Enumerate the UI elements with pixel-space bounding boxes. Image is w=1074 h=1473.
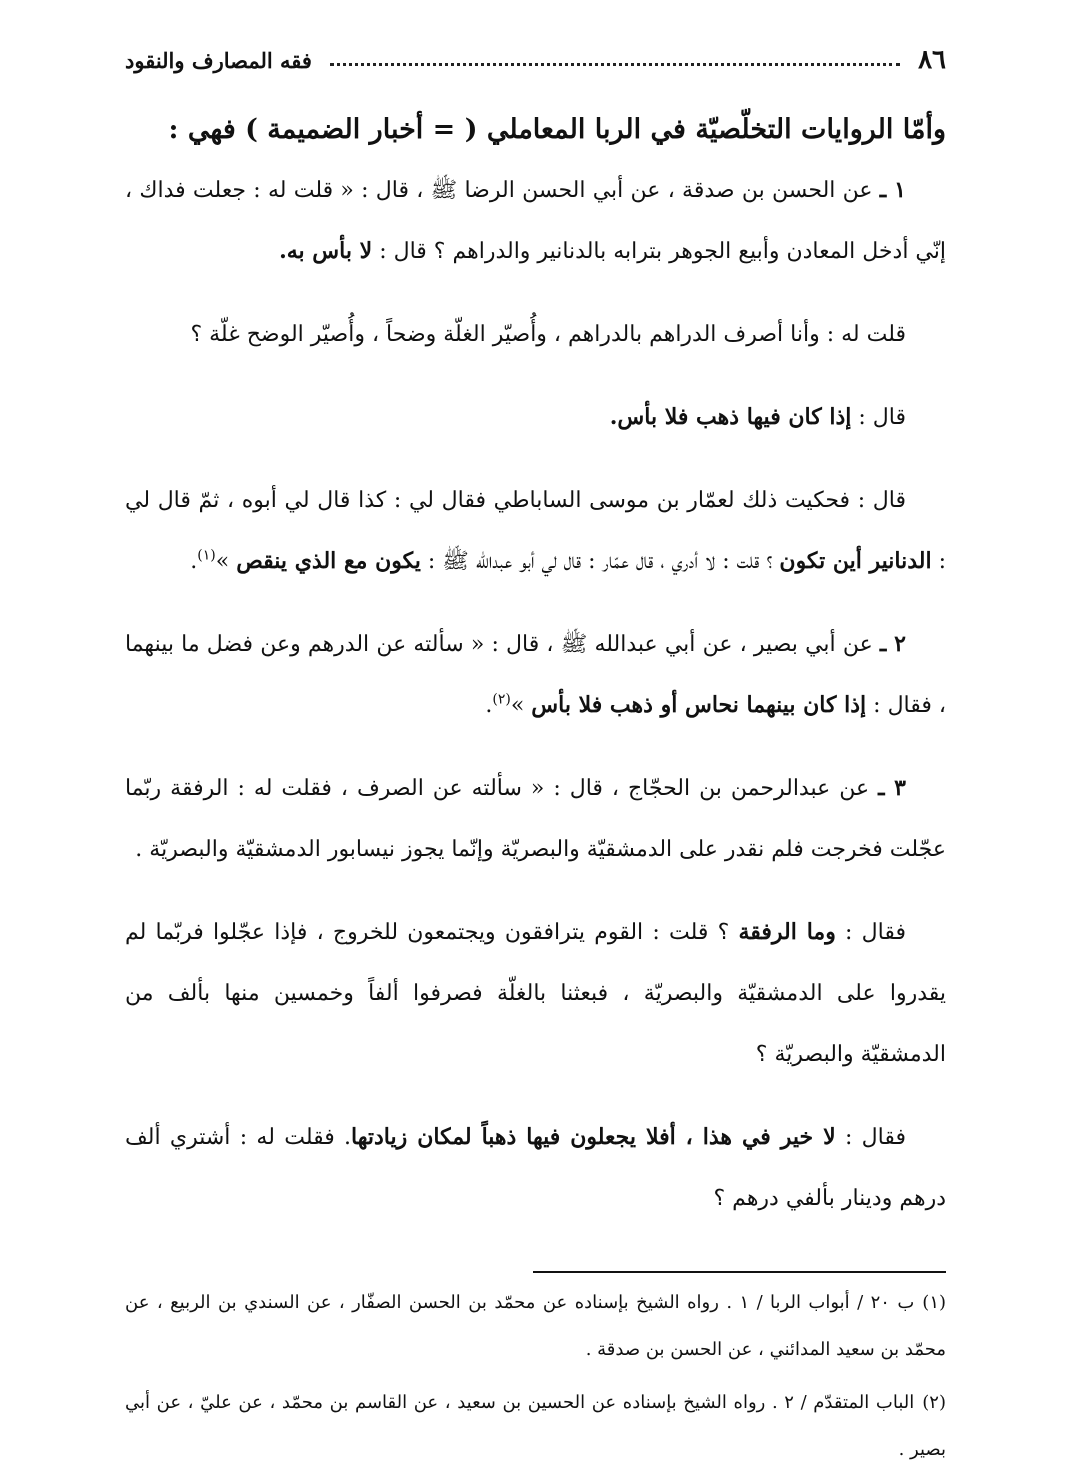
footnote-marker: (١) xyxy=(922,1292,947,1313)
footnote-ref: (١) xyxy=(197,547,216,564)
bold-quote: وما الرفقة xyxy=(738,919,836,945)
punctuation: . xyxy=(485,693,493,718)
paragraph-text: عن أبي بصير ، عن أبي عبدالله ﷺ ، قال : « سألته عن الدرهم وعن فضل ما بينهما ، فقال : xyxy=(125,632,946,718)
header-leader-dots xyxy=(330,55,900,66)
footnote-2 xyxy=(125,1379,946,1473)
closing-quote: » xyxy=(215,549,237,574)
footnote-marker: (٢) xyxy=(922,1392,946,1413)
bold-quote: لا خير في هذا ، أفلا يجعلون فيها ذهباً لمكان زيادتها xyxy=(351,1124,836,1150)
narration-number: ٣ ـ xyxy=(878,775,906,801)
running-header xyxy=(125,38,946,82)
paragraph-text: عن عبدالرحمن بن الحجّاج ، قال : « سألته عن الصرف ، فقلت له : الرفقة ربّما عجّلت فخرجت فلم نقدر على الدمشقيّة والبصريّة وإنّما يجوز نيسابور الدمشقيّة والبصريّة . xyxy=(125,776,946,862)
paragraph-narration-1 xyxy=(125,160,946,282)
punctuation: . xyxy=(609,404,618,430)
paragraph-text: . فقلت له : أشتري ألف درهم ودينار بألفي درهم ؟ xyxy=(125,1125,946,1211)
bold-quote: الدنانير أين تكون xyxy=(779,548,932,574)
page-number: ٨٦ xyxy=(918,45,946,75)
bold-quote: إذا كان بينهما نحاس أو ذهب فلا بأس xyxy=(531,692,867,718)
paragraph-question: قلت له : وأنا أصرف الدراهم بالدراهم ، وأُصيّر الغلّة وضحاً ، وأُصيّر الوضح غلّة ؟ xyxy=(190,322,906,347)
paragraph-lead: فقال : xyxy=(835,1125,906,1150)
section-heading: وأمّا الروايات التخلّصيّة في الربا المعاملي ( = أخبار الضميمة ) فهي : xyxy=(168,114,946,145)
footnote-text: الباب المتقدّم / ٢ . رواه الشيخ بإسناده عن الحسين بن سعيد ، عن القاسم بن محمّد ، عن عليّ ، عن أبي بصير . xyxy=(125,1392,946,1460)
bold-quote: إذا كان فيها ذهب فلا بأس xyxy=(617,404,852,430)
footnote-text: ب ٢٠ / أبواب الربا / ١ . رواه الشيخ بإسناده عن محمّد بن الحسن الصفّار ، عن السندي بن الربيع ، عن محمّد بن سعيد المدائني ، عن الحسن بن صدقة . xyxy=(125,1292,946,1360)
bold-quote: يكون مع الذي ينقص xyxy=(236,548,421,574)
paragraph-text: ؟ قلت : لا أدري ، قال عمّار : قال لي أبو عبدالله ﷺ : xyxy=(420,549,780,574)
paragraph-ammar xyxy=(125,470,946,592)
footnote-ref: (٢) xyxy=(492,691,511,708)
paragraph-no-good xyxy=(125,1107,946,1229)
punctuation: . xyxy=(190,549,198,574)
narration-number: ١ ـ xyxy=(879,177,906,203)
footnote-separator xyxy=(533,1271,946,1273)
paragraph-lead: قال : فحكيت ذلك لعمّار بن موسى الساباطي فقال لي : كذا قال لي أبوه ، ثمّ قال لي : xyxy=(125,488,946,574)
paragraph-text: ؟ قلت : القوم يترافقون ويجتمعون للخروج ، فإذا عجّلوا فربّما لم يقدروا على الدمشقيّة والبصريّة ، فبعثنا بالغلّة فصرفوا ألفاً وخمسين منها بألف من الدمشقيّة والبصريّة ؟ xyxy=(125,920,946,1067)
paragraph-lead: فقال : xyxy=(835,920,906,945)
paragraph-rufqa xyxy=(125,902,946,1085)
paragraph-narration-3 xyxy=(125,758,946,880)
footnote-1 xyxy=(125,1279,946,1373)
paragraph-answer xyxy=(125,387,946,448)
punctuation: . xyxy=(279,238,287,264)
paragraph-lead: قال : xyxy=(851,405,906,430)
paragraph-text: عن الحسن بن صدقة ، عن أبي الحسن الرضا ﷺ ، قال : « قلت له : جعلت فداك ، إنّي أدخل المعادن وأبيع الجوهر بترابه بالدنانير والدراهم ؟ قال : xyxy=(125,178,946,264)
closing-quote: » xyxy=(510,693,532,718)
narration-number: ٢ ـ xyxy=(879,631,906,657)
book-title: فقه المصارف والنقود xyxy=(125,47,312,73)
paragraph-narration-2 xyxy=(125,614,946,736)
bold-quote: لا بأس به xyxy=(286,238,373,264)
